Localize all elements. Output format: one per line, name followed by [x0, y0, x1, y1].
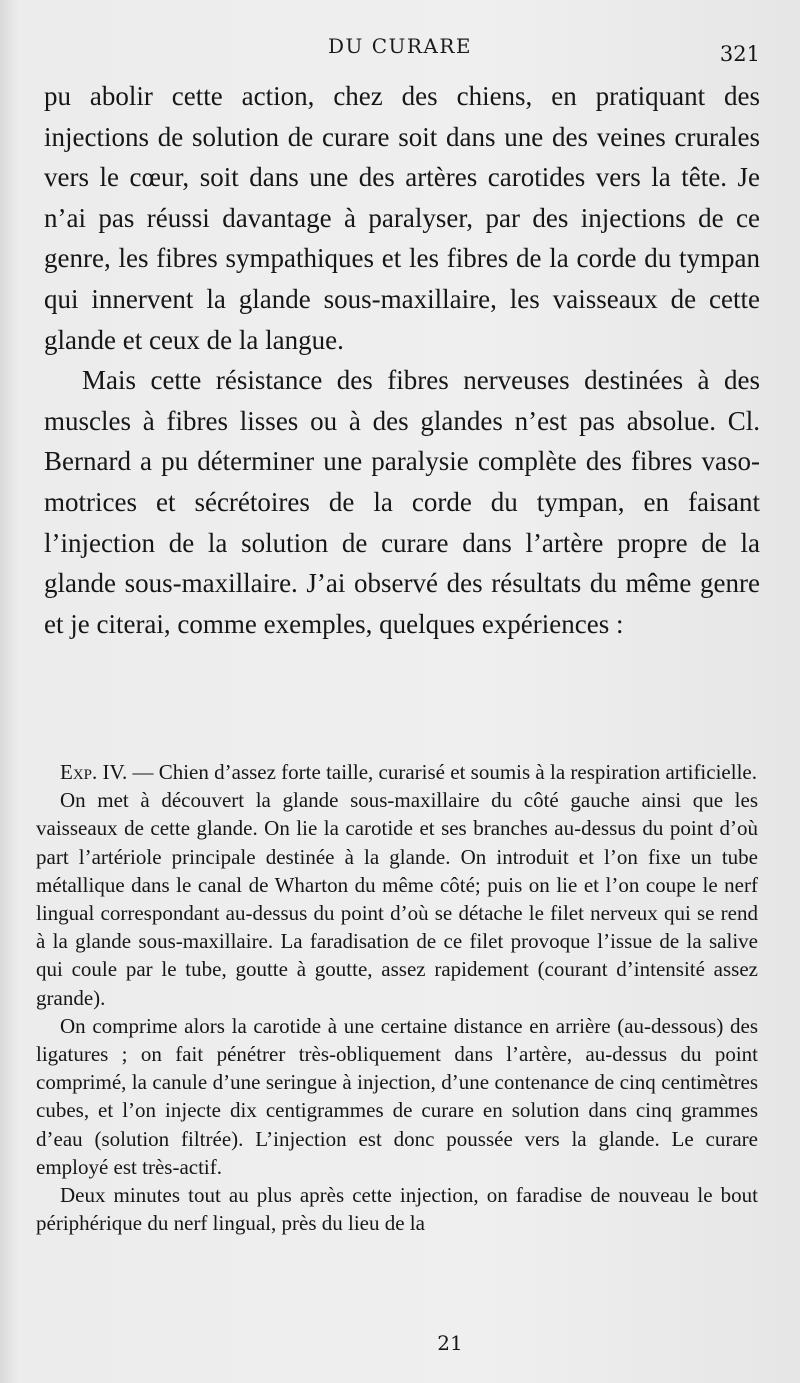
experiment-paragraph: On comprime alors la carotide à une certaine distance en arrière (au-dessous) des ligatures ; on fait pénétrer très-obliquement dans l’artère, au-dessus du point comprimé, la canule d’une seringue à injection, d’une contenance de cinq centimètres cubes, et l’on injecte dix centigrammes de curare en solution dans cinq grammes d’eau (solution filtrée). L’injection est donc poussée vers la glande. Le curare employé est très-actif.	[36, 1013, 758, 1179]
page-number: 321	[719, 42, 760, 66]
experiment-label: Exp. IV.	[60, 760, 128, 784]
running-title: DU CURARE	[327, 34, 473, 58]
experiment-intro: — Chien d’assez forte taille, curarisé et soumis à la respiration artificielle.	[127, 760, 757, 784]
signature-mark: 21	[437, 1331, 463, 1355]
experiment-section	[36, 758, 758, 1237]
experiment-paragraph: Deux minutes tout au plus après cette injection, on faradise de nouveau le bout périphérique du nerf lingual, près du lieu de la	[36, 1183, 758, 1236]
experiment-paragraph: On met à découvert la glande sous-maxillaire du côté gauche ainsi que les vaisseaux de cette glande. On lie la carotide et ses branches au-dessus du point d’où part l’artériole principale destinée à la glande. On introduit et l’on fixe un tube métallique dans le canal de Wharton du même côté; puis on lie et l’on coupe le nerf lingual correspondant au-dessus du point d’où se détache le filet nerveux qui se rend à la glande sous-maxillaire. La faradisation de ce filet provoque l’issue de la salive qui coule par le tube, goutte à goutte, assez rapidement (courant d’intensité assez grande).	[36, 788, 758, 1010]
paragraph: Mais cette résistance des fibres nerveuses destinées à des muscles à fibres lisses ou à des glandes n’est pas absolue. Cl. Bernard a pu déterminer une paralysie complète des fibres vaso-motrices et sécrétoires de la corde du tympan, en faisant l’injection de la solution de curare dans l’artère propre de la glande sous-maxillaire. J’ai observé des résultats du même genre et je citerai, comme exemples, quelques expériences :	[44, 365, 760, 639]
experiment-heading-paragraph	[36, 758, 758, 786]
paragraph-continuation: pu abolir cette action, chez des chiens, en pratiquant des injections de solution de curare soit dans une des veines crurales vers le cœur, soit dans une des artères carotides vers la tête. Je n’ai pas réussi davantage à paralyser, par des injections de ce genre, les fibres sympathiques et les fibres de la corde du tympan qui innervent la glande sous-maxillaire, les vaisseaux de cette glande et ceux de la langue.	[44, 81, 760, 355]
main-text	[44, 76, 760, 644]
